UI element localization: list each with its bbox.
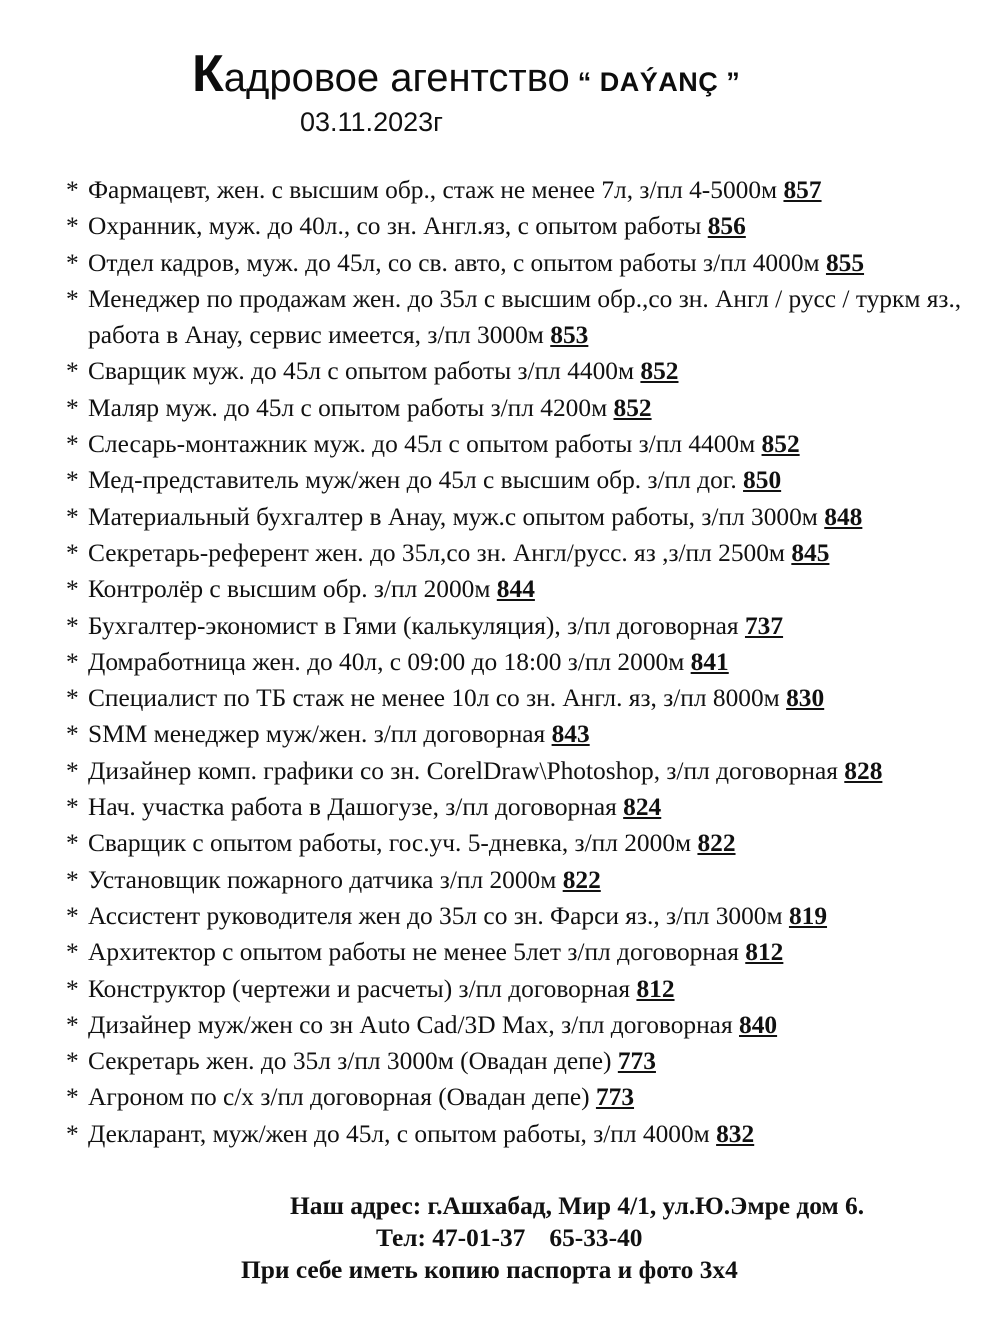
vacancy-item bbox=[66, 281, 968, 354]
vacancy-item bbox=[66, 898, 966, 934]
bullet-star: * bbox=[66, 829, 79, 858]
vacancy-item bbox=[66, 426, 966, 462]
bullet-star: * bbox=[66, 357, 79, 386]
vacancy-code: 773 bbox=[617, 1047, 656, 1076]
bullet-star: * bbox=[66, 212, 79, 241]
office-address: Наш адрес: г.Ашхабад, Мир 4/1, ул.Ю.Эмре дом 6. bbox=[290, 1192, 865, 1220]
bullet-star: * bbox=[66, 793, 79, 822]
vacancy-code: 856 bbox=[707, 212, 746, 241]
vacancy-code: 828 bbox=[844, 756, 883, 785]
agency-brand: “ DAÝANÇ ” bbox=[577, 67, 741, 97]
vacancy-text: Архитектор с опытом работы не менее 5лет з/пл договорная bbox=[88, 938, 739, 967]
vacancy-item bbox=[66, 608, 966, 644]
vacancy-item bbox=[66, 971, 966, 1007]
vacancy-text: Отдел кадров, муж. до 45л, со св. авто, с опытом работы з/пл 4000м bbox=[88, 248, 820, 277]
vacancy-code: 844 bbox=[496, 575, 535, 604]
bullet-star: * bbox=[66, 901, 79, 930]
bullet-star: * bbox=[66, 865, 79, 894]
page-title bbox=[192, 45, 741, 108]
vacancy-item bbox=[66, 535, 966, 571]
vacancy-text: Секретарь-референт жен. до 35л,со зн. Англ/русс. яз ,з/пл 2500м bbox=[88, 538, 785, 567]
vacancy-code: 824 bbox=[623, 793, 662, 822]
vacancy-item bbox=[66, 680, 966, 716]
vacancy-text: Мед-представитель муж/жен до 45л с высшим обр. з/пл дог. bbox=[88, 466, 737, 495]
vacancy-text: Установщик пожарного датчика з/пл 2000м bbox=[88, 865, 557, 894]
bullet-star: * bbox=[66, 938, 79, 967]
vacancy-item bbox=[66, 789, 966, 825]
vacancy-code: 852 bbox=[761, 430, 800, 459]
vacancy-item bbox=[66, 390, 966, 426]
vacancy-text: Маляр муж. до 45л с опытом работы з/пл 4200м bbox=[88, 393, 608, 422]
vacancy-text: Дизайнер комп. графики со зн. CorelDraw\Photoshop, з/пл договорная bbox=[88, 756, 838, 785]
vacancy-text: Конструктор (чертежи и расчеты) з/пл договорная bbox=[88, 974, 631, 1003]
bullet-star: * bbox=[66, 756, 79, 785]
vacancy-item bbox=[66, 571, 966, 607]
vacancy-code: 855 bbox=[825, 248, 865, 277]
vacancy-code: 773 bbox=[595, 1083, 635, 1112]
vacancy-code: 822 bbox=[562, 865, 601, 894]
vacancy-text: Сварщик муж. до 45л с опытом работы з/пл 4400м bbox=[88, 357, 635, 386]
vacancy-item bbox=[66, 1116, 966, 1152]
vacancy-code: 857 bbox=[783, 176, 822, 204]
vacancy-text: Бухгалтер-экономист в Гями (калькуляция), з/пл договорная bbox=[88, 611, 739, 640]
bullet-star: * bbox=[66, 502, 79, 531]
bullet-star: * bbox=[66, 176, 79, 204]
title-text: адровое агентство bbox=[223, 56, 570, 100]
bullet-star: * bbox=[66, 611, 79, 640]
vacancy-item bbox=[66, 245, 966, 281]
vacancy-item bbox=[66, 825, 966, 861]
vacancy-item bbox=[66, 934, 966, 970]
vacancy-code: 850 bbox=[743, 466, 782, 495]
bullet-star: * bbox=[66, 466, 79, 495]
vacancy-text: Охранник, муж. до 40л., со зн. Англ.яз, с опытом работы bbox=[88, 212, 702, 241]
phone-primary: Тел: 47-01-37 bbox=[376, 1224, 526, 1252]
vacancy-code: 832 bbox=[716, 1119, 755, 1148]
vacancy-text: Слесарь-монтажник муж. до 45л с опытом работы з/пл 4400м bbox=[88, 430, 756, 459]
vacancy-code: 853 bbox=[550, 321, 589, 350]
bullet-star: * bbox=[66, 393, 79, 422]
vacancy-text: Агроном по с/х з/пл договорная (Овадан депе) bbox=[88, 1083, 590, 1112]
bullet-star: * bbox=[66, 1010, 79, 1039]
vacancy-item bbox=[66, 1079, 966, 1115]
bullet-star: * bbox=[66, 720, 79, 749]
bullet-star: * bbox=[66, 684, 79, 713]
bullet-star: * bbox=[66, 1083, 79, 1112]
vacancy-list bbox=[66, 172, 966, 1152]
vacancy-item bbox=[66, 716, 966, 752]
phone-secondary: 65-33-40 bbox=[549, 1224, 643, 1252]
vacancy-text: Декларант, муж/жен до 45л, с опытом работы, з/пл 4000м bbox=[88, 1119, 710, 1148]
bullet-star: * bbox=[66, 430, 79, 459]
vacancy-code: 812 bbox=[745, 938, 784, 967]
vacancy-item bbox=[66, 1043, 966, 1079]
bullet-star: * bbox=[66, 538, 79, 567]
vacancy-code: 848 bbox=[824, 502, 863, 531]
bullet-star: * bbox=[66, 284, 79, 313]
vacancy-text: Сварщик с опытом работы, гос.уч. 5-дневка, з/пл 2000м bbox=[88, 829, 692, 858]
vacancy-item bbox=[66, 1007, 966, 1043]
vacancy-code: 843 bbox=[551, 720, 590, 749]
documents-note: При себе иметь копию паспорта и фото 3х4 bbox=[241, 1256, 738, 1284]
vacancy-text: Домработница жен. до 40л, с 09:00 до 18:00 з/пл 2000м bbox=[88, 647, 685, 676]
vacancy-code: 822 bbox=[697, 829, 736, 858]
vacancy-item bbox=[66, 644, 966, 680]
vacancy-text: Нач. участка работа в Дашогузе, з/пл договорная bbox=[88, 793, 617, 822]
vacancy-code: 845 bbox=[791, 538, 830, 567]
vacancy-text: Дизайнер муж/жен со зн Auto Cad/3D Max, з/пл договорная bbox=[88, 1010, 733, 1039]
vacancy-code: 841 bbox=[690, 647, 729, 676]
vacancy-code: 812 bbox=[636, 974, 675, 1003]
vacancy-text: Фармацевт, жен. с высшим обр., стаж не менее 7л, з/пл 4-5000м bbox=[88, 176, 778, 204]
vacancy-code: 852 bbox=[613, 393, 652, 422]
vacancy-text: Контролёр с высшим обр. з/пл 2000м bbox=[88, 575, 491, 604]
bullet-star: * bbox=[66, 1047, 79, 1076]
vacancy-item bbox=[66, 172, 966, 208]
bullet-star: * bbox=[66, 647, 79, 676]
vacancy-item bbox=[66, 353, 966, 389]
vacancy-code: 819 bbox=[788, 901, 828, 930]
vacancy-text: SMM менеджер муж/жен. з/пл договорная bbox=[88, 720, 546, 749]
bullet-star: * bbox=[66, 1119, 79, 1148]
vacancy-text: Менеджер по продажам жен. до 35л с высшим обр.,со зн. Англ / русс / туркм яз., работа в Анау, сервис имеется, з/пл 3000м bbox=[88, 284, 962, 350]
vacancy-code: 840 bbox=[739, 1010, 778, 1039]
vacancy-item bbox=[66, 862, 966, 898]
vacancy-item bbox=[66, 208, 966, 244]
vacancy-text: Специалист по ТБ стаж не менее 10л со зн. Англ. яз, з/пл 8000м bbox=[88, 684, 780, 713]
vacancy-code: 852 bbox=[640, 357, 679, 386]
document-date: 03.11.2023г bbox=[300, 107, 443, 137]
vacancy-code: 830 bbox=[786, 684, 825, 713]
vacancy-code: 737 bbox=[744, 611, 784, 640]
vacancy-text: Секретарь жен. до 35л з/пл 3000м (Овадан депе) bbox=[88, 1047, 612, 1076]
title-first-letter: К bbox=[192, 45, 224, 103]
vacancy-text: Материальный бухгалтер в Анау, муж.с опытом работы, з/пл 3000м bbox=[88, 502, 818, 531]
bullet-star: * bbox=[66, 974, 79, 1003]
bullet-star: * bbox=[66, 248, 79, 277]
vacancy-item bbox=[66, 462, 966, 498]
vacancy-text: Ассистент руководителя жен до 35л со зн. Фарси яз., з/пл 3000м bbox=[88, 901, 783, 930]
vacancy-item bbox=[66, 499, 966, 535]
bullet-star: * bbox=[66, 575, 79, 604]
vacancy-item bbox=[66, 753, 966, 789]
phone-numbers bbox=[0, 1222, 999, 1254]
